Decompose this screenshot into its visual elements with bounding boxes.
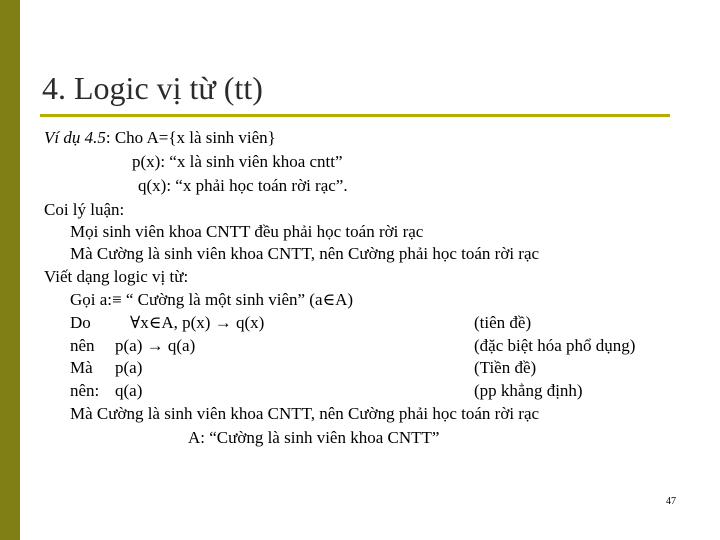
step-4-lead: nên: bbox=[70, 381, 100, 400]
step-1-lead: Do bbox=[70, 313, 91, 332]
logic-form-heading: Viết dạng logic vị từ: bbox=[44, 267, 189, 286]
example-line bbox=[44, 128, 276, 148]
example-label: Ví dụ 4.5 bbox=[44, 128, 106, 147]
step-2-lead: nên bbox=[70, 336, 95, 355]
a-definition: A: “Cường là sinh viên khoa CNTT” bbox=[188, 428, 440, 447]
step-2-note: (đặc biệt hóa phổ dụng) bbox=[474, 336, 636, 355]
title-underline bbox=[40, 114, 670, 117]
step-1-note: (tiên đề) bbox=[474, 313, 532, 332]
page-number: 47 bbox=[666, 496, 676, 507]
step-4-expr: q(a) bbox=[115, 381, 143, 400]
premise-1: Mọi sinh viên khoa CNTT đều phải học toán rời rạc bbox=[70, 222, 424, 241]
conclusion-line: Mà Cường là sinh viên khoa CNTT, nên Cường phải học toán rời rạc bbox=[70, 404, 540, 423]
consider-heading: Coi lý luận: bbox=[44, 200, 125, 219]
step-3-lead: Mà bbox=[70, 358, 93, 377]
example-rest: : Cho A={x là sinh viên} bbox=[105, 128, 276, 147]
step-2-expr: p(a) → q(a) bbox=[115, 336, 196, 355]
p-definition: p(x): “x là sinh viên khoa cntt” bbox=[132, 152, 343, 171]
call-a-line: Gọi a:≡ “ Cường là một sinh viên” (a∈A) bbox=[70, 290, 354, 309]
step-1-expr: ∀x∈A, p(x) → q(x) bbox=[130, 313, 265, 332]
step-4-note: (pp khẳng định) bbox=[474, 381, 583, 400]
step-3-note: (Tiền đề) bbox=[474, 358, 537, 377]
premise-2: Mà Cường là sinh viên khoa CNTT, nên Cường phải học toán rời rạc bbox=[70, 244, 540, 263]
step-3-expr: p(a) bbox=[115, 358, 143, 377]
slide-title: 4. Logic vị từ (tt) bbox=[42, 70, 263, 106]
q-definition: q(x): “x phải học toán rời rạc”. bbox=[138, 176, 348, 195]
accent-bar bbox=[0, 0, 20, 540]
